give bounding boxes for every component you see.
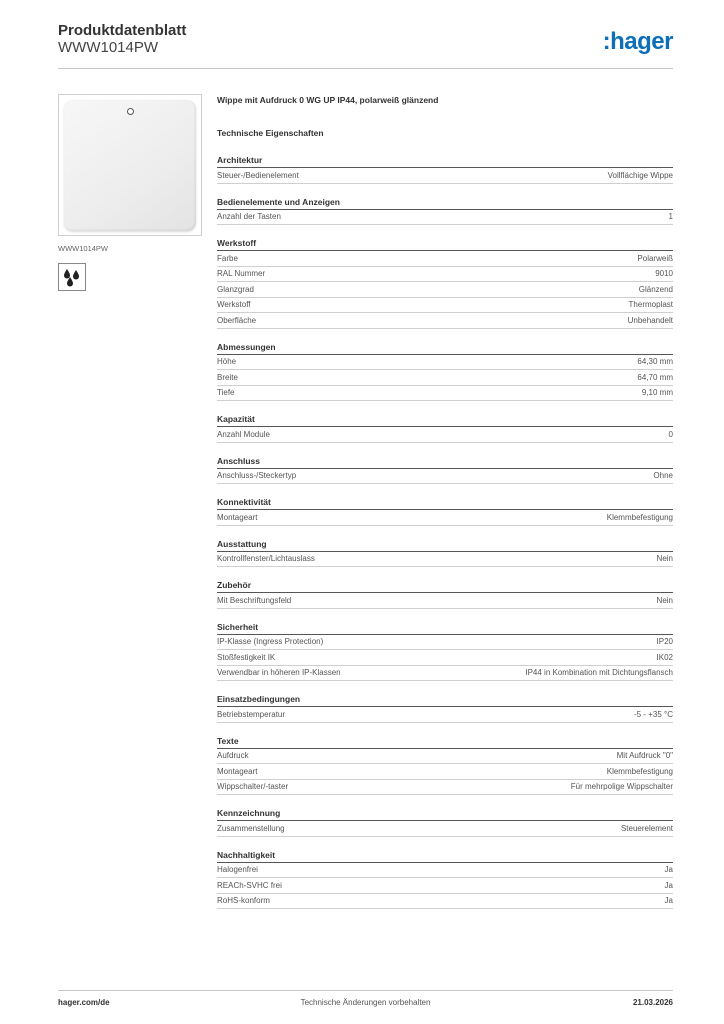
spec-value: -5 - +35 °C [634, 709, 673, 719]
product-code: WWW1014PW [58, 39, 159, 56]
spec-row [217, 650, 673, 666]
spec-value: IK02 [656, 652, 673, 662]
footer-website: hager.com/de [58, 998, 110, 1007]
section-title: Konnektivität [217, 496, 673, 510]
spec-value: Glänzend [638, 284, 673, 294]
spec-row [217, 168, 673, 184]
spec-label: IP-Klasse (Ingress Protection) [217, 637, 324, 647]
section-title: Architektur [217, 154, 673, 168]
spec-value: Klemmbefestigung [606, 766, 673, 776]
spec-label: Verwendbar in höheren IP-Klassen [217, 668, 341, 678]
spec-label: Breite [217, 372, 238, 382]
header-divider [58, 68, 673, 69]
spec-row [217, 878, 673, 894]
spec-value: Polarweiß [637, 253, 673, 263]
spec-value: 64,30 mm [637, 357, 673, 367]
spec-value: Ja [664, 865, 673, 875]
spec-label: Tiefe [217, 388, 235, 398]
spec-value: IP20 [656, 637, 673, 647]
spec-row [217, 313, 673, 329]
spec-row [217, 780, 673, 796]
spec-row [217, 355, 673, 371]
spec-label: Halogenfrei [217, 865, 258, 875]
footer-date: 21.03.2026 [632, 998, 673, 1007]
spec-value: Steuerelement [620, 823, 673, 833]
rocker-indicator-dot [127, 108, 134, 115]
spec-row [217, 251, 673, 267]
spec-row [217, 593, 673, 609]
spec-value: Nein [656, 595, 673, 605]
spec-value: Für mehrpolige Wippschalter [570, 782, 673, 792]
section-title: Abmessungen [217, 341, 673, 355]
spec-value: Ohne [653, 471, 673, 481]
spec-value: Thermoplast [628, 300, 673, 310]
spec-row [217, 707, 673, 723]
spec-row [217, 635, 673, 651]
spec-value: Mit Aufdruck "0" [616, 751, 673, 761]
spec-row [217, 210, 673, 226]
product-image-caption: WWW1014PW [58, 244, 109, 253]
spec-row [217, 469, 673, 485]
spec-label: Anschluss-/Steckertyp [217, 471, 297, 481]
product-description: Wippe mit Aufdruck 0 WG UP IP44, polarweiß glänzend [217, 95, 439, 105]
specifications-column [217, 94, 673, 909]
spec-label: Glanzgrad [217, 284, 254, 294]
spec-section [217, 341, 673, 402]
section-title: Texte [217, 735, 673, 749]
spec-value: 9010 [655, 269, 673, 279]
spec-section [217, 496, 673, 526]
page-header [58, 22, 673, 57]
spec-section [217, 693, 673, 723]
section-title: Kennzeichnung [217, 807, 673, 821]
spec-label: RoHS-konform [217, 896, 270, 906]
spec-row [217, 386, 673, 402]
spec-label: Stoßfestigkeit IK [217, 652, 276, 662]
spec-label: Steuer-/Bedienelement [217, 170, 299, 180]
spec-section [217, 735, 673, 796]
spec-value: Vollflächige Wippe [607, 170, 673, 180]
rocker-plate-picture [64, 100, 196, 231]
spec-row [217, 370, 673, 386]
spec-label: Montageart [217, 512, 258, 522]
section-title: Sicherheit [217, 621, 673, 635]
section-title: Kapazität [217, 413, 673, 427]
spec-label: Kontrollfenster/Lichtauslass [217, 554, 315, 564]
spec-row [217, 666, 673, 682]
spec-row [217, 894, 673, 910]
spec-label: Oberfläche [217, 315, 257, 325]
spec-row [217, 267, 673, 283]
spec-value: 0 [668, 429, 673, 439]
spec-row [217, 282, 673, 298]
spec-label: RAL Nummer [217, 269, 266, 279]
spec-row [217, 427, 673, 443]
spec-section [217, 621, 673, 682]
spec-row [217, 552, 673, 568]
spec-row [217, 821, 673, 837]
spec-row [217, 749, 673, 765]
section-title: Einsatzbedingungen [217, 693, 673, 707]
spec-row [217, 863, 673, 879]
spec-label: Höhe [217, 357, 237, 367]
product-image-column [58, 94, 204, 291]
spec-row [217, 764, 673, 780]
spec-label: Betriebstemperatur [217, 709, 286, 719]
spec-value: 1 [668, 212, 673, 222]
section-title: Anschluss [217, 455, 673, 469]
spec-label: Werkstoff [217, 300, 251, 310]
spec-value: 9,10 mm [641, 388, 673, 398]
spec-section [217, 849, 673, 910]
spec-value: 64,70 mm [637, 372, 673, 382]
spec-row [217, 298, 673, 314]
section-title: Nachhaltigkeit [217, 849, 673, 863]
spec-section [217, 154, 673, 184]
spec-label: Wippschalter/-taster [217, 782, 289, 792]
spec-value: Nein [656, 554, 673, 564]
spec-label: REACh-SVHC frei [217, 880, 282, 890]
spec-label: Farbe [217, 253, 238, 263]
product-image [58, 94, 202, 236]
spec-value: Klemmbefestigung [606, 512, 673, 522]
spec-sections [217, 154, 673, 909]
spec-section [217, 413, 673, 443]
spec-section [217, 455, 673, 485]
spec-value: Ja [664, 896, 673, 906]
spec-section [217, 237, 673, 329]
properties-heading: Technische Eigenschaften [217, 128, 324, 138]
spec-label: Zusammenstellung [217, 823, 285, 833]
section-title: Bedienelemente und Anzeigen [217, 196, 673, 210]
spec-label: Anzahl Module [217, 429, 270, 439]
spec-section [217, 538, 673, 568]
spec-label: Anzahl der Tasten [217, 212, 281, 222]
spec-row [217, 510, 673, 526]
spec-section [217, 579, 673, 609]
hager-logo: :hager [602, 28, 673, 55]
water-drops-icon [58, 263, 86, 291]
spec-section [217, 196, 673, 226]
section-title: Werkstoff [217, 237, 673, 251]
section-title: Ausstattung [217, 538, 673, 552]
document-title: Produktdatenblatt [58, 22, 187, 39]
spec-value: Unbehandelt [627, 315, 673, 325]
section-title: Zubehör [217, 579, 673, 593]
spec-value: Ja [664, 880, 673, 890]
spec-label: Mit Beschriftungsfeld [217, 595, 292, 605]
spec-label: Aufdruck [217, 751, 249, 761]
spec-section [217, 807, 673, 837]
footer-notice: Technische Änderungen vorbehalten [300, 998, 431, 1007]
page-footer [58, 998, 673, 1010]
footer-divider [58, 990, 673, 991]
spec-label: Montageart [217, 766, 258, 776]
spec-value: IP44 in Kombination mit Dichtungsflansch [525, 668, 673, 678]
